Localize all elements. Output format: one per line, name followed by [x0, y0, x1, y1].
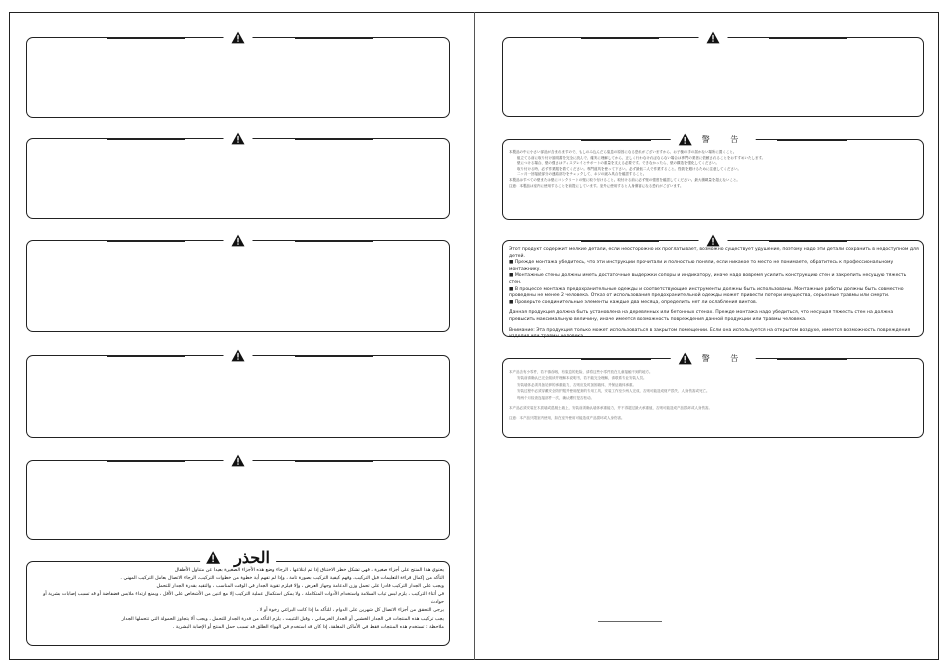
- russian-line: Данная продукция должна быть установлена на деревянных или бетонных стенах. Прежде монтажа надо убедиться, что несущая тяжесть стен на должна превысить максимальную величину, иначе имеется возможность повреждения данной продукции или травмы человека.: [509, 310, 894, 322]
- bullet-icon: ■: [509, 260, 515, 266]
- russian-line: ■ Монтажные стены должны иметь достаточные выдержки сопоры и индикатору, иначе надо вовремя усилить конструкцию стен и закрепить несущую тяжесть стен.: [509, 273, 907, 285]
- page-divider: [474, 12, 475, 660]
- chinese-line: 安装墙体必须具备足够的承重能力，否则应及时加固墙体，并保证墙体承重。: [517, 382, 636, 387]
- warning-box-4: [26, 355, 450, 438]
- warning-triangle-icon: [232, 454, 245, 467]
- warning-box-5: [26, 460, 450, 540]
- japanese-title: 警 告: [701, 135, 748, 144]
- warning-triangle-icon: [206, 551, 220, 564]
- arabic-line: يحتوي هذا المنتج على أجزاء صغيرة ، فهي تشكل خطر الاختناق إذا تم ابتلاعها ، الرجاء وضع هذه الأجزاء الصغيرة بعيدا عن متناول الأطفال: [174, 568, 444, 573]
- arabic-line: ملاحظة : تستخدم هذه المنتجات فقط في الأماكن المغلقة، إذا كان قد استخدم في الهواء الطلق قد تسبب حمل المنتج أو الإصابة البشرية .: [172, 624, 444, 630]
- warning-header: [699, 233, 728, 248]
- warning-header: [224, 348, 253, 363]
- warning-box-3: [26, 240, 450, 332]
- japanese-line: 二ヶ月一回接続部分の連結部分をチェックして、ネジの緩み具合を確認すること。: [517, 172, 647, 177]
- japanese-line: 壁につける場合、壁の強さはディスプレイとサポートの重量を支える必要です。できなかったら、壁の構造を強化してください。: [517, 161, 720, 166]
- chinese-header: [671, 351, 756, 366]
- warning-header: [224, 30, 253, 45]
- arabic-line: التأكد من إكمال قراءة التعليمات قبل التركيب، وفهم كيفية التركيب بصورة تامة ، وإذا لم تفهم أية خطوة من خطوات التركيب، الرجاء الاتصال بعامل التركيب المهني .: [120, 576, 444, 582]
- arabic-header: [200, 548, 276, 567]
- russian-line: ■ Прежде монтажа убедитесь, что эти инструкции прочитали и полностью поняли, если никакое то место не понимаете, обратитесь к профессиональному монтажнику.: [509, 260, 894, 272]
- russian-body: [509, 247, 919, 340]
- chinese-body: [509, 369, 919, 435]
- warning-header: [224, 233, 253, 248]
- chinese-line: 本产品必须安装在木质墙或混凝土墙上，安装前须确认墙体承重能力，并不得超过最大承重值，否则可能造成产品损坏或人身伤害。: [509, 406, 712, 411]
- bullet-icon: ■: [509, 299, 515, 305]
- warning-box-arabic: [26, 548, 450, 646]
- japanese-body: [509, 150, 919, 218]
- russian-line: ■ Проверьте соединительные элементы каждые два месяца, определить нет ли ослабления винтов.: [509, 299, 758, 305]
- japanese-header: [671, 132, 756, 147]
- chinese-title: 警 告: [701, 354, 748, 363]
- russian-line: Этот продукт содержит мелкие детали, если неосторожно их проглатывает, возможно существует удушение, поэтому надо эти детали сохранить в недоступном для детей.: [509, 247, 919, 259]
- arabic-line: يرجى التحقق من أجزاء الاتصال كل شهرين على الدوام ، للتأكد ما إذا كانت البراغي رخوة أو لا .: [256, 608, 444, 614]
- warning-triangle-icon: [232, 234, 245, 247]
- japanese-line: 取り付ける時、必ず作業服を着てください。専門道具を使って下さい。必ず最低二人で作業すること。怪我を避けるために注意してください。: [517, 166, 741, 171]
- arabic-title: الحذر: [234, 548, 270, 567]
- bullet-icon: ■: [509, 273, 515, 279]
- arabic-line: في أثناء التركيب ، يلزم لبس ثياب السلامة واستخدام الأدوات المتكاملة ، ولا يمكن استكمال عملية التركيب إلا مع اثنين من الأشخاص على الأقل ، ويمنع ارتداء ملابس فضفاضة أو قد تسبب إصابات بشرية أو حوادث: [43, 592, 444, 606]
- warning-triangle-icon: [232, 31, 245, 44]
- japanese-line: 本製品はすべての壁または壁にコンクリートの壁に取り付けること。取付ける前に必ず壁の強度を確認してください。最大積載量を超えないこと。: [509, 177, 740, 182]
- warning-box-russian: [502, 240, 924, 340]
- chinese-line: 注意：本产品只限室内使用，如在室外使用可能造成产品损坏或人身伤害。: [509, 416, 625, 421]
- japanese-line: 注意：本製品は室内に使用することを前提にしています。室外に使用すると人身傷害になる恐れがございます。: [509, 183, 684, 188]
- russian-line: ■ В процессе монтажа предохранительные одежды и соответствующие инструменты должны быть использованы. Монтажные работы должны быть совместно проведены не менее 2 человека. Отказ от использования предохранительной одежды может привести потери имущества, серьезные травмы или смерти.: [509, 286, 904, 299]
- bullet-icon: ■: [509, 286, 515, 292]
- warning-header: [224, 131, 253, 146]
- warning-triangle-icon: [679, 133, 692, 146]
- arabic-line: ويجب على الجدار التركيب قادرا على تحمل وزن الدعامة وجهاز العرض ، وإلا فيلزم تقوية الجدار في الوقت المناسب ، والتقيد بقدرة الجدار للتحمل: [156, 584, 444, 590]
- japanese-line: 本製品の中に小さい部品が含まれますので、もしのみ込んだら窒息の原因になる恐れがございますから、お子様の手の届かない場所に置くこと。: [509, 150, 737, 154]
- warning-triangle-icon: [707, 31, 720, 44]
- warning-box-1: [26, 37, 450, 118]
- chinese-line: 安装过程中必须穿戴安全防护服并使用配套的专用工具，安装工作至少两人完成，否则可能造成财产损失、人身伤害或死亡。: [517, 389, 710, 394]
- warning-triangle-icon: [232, 132, 245, 145]
- warning-box-japanese: [502, 135, 924, 220]
- chinese-line: 每两个月检查连接部件一次，确认螺钉是否松动。: [517, 395, 594, 400]
- russian-line: Внимание: Эта продукция только может использоваться в закрытом помещении. Если она используется на открытом воздухе, имеется возможность повреждения изделия или травмы человека.: [509, 327, 911, 340]
- arabic-line: يجب تركيب هذه المنتجات في الجدار الخشبي أو الجدار الخرساني ، وقبل التثبيت ، يلزم التأكد من قدرة الجدار للتحمل ، ويجب ألا يتجاوز الحمولة التي تتحملها الجدار: [121, 616, 444, 622]
- warning-triangle-icon: [232, 349, 245, 362]
- warning-box-chinese: [502, 354, 924, 438]
- japanese-line: 組立てる前に取り付け説明書を完全に読んで、確実に理解してから、正しく行わなければならない場合は専門の業者に依頼されることをおすすめいたします。: [517, 155, 766, 160]
- footer-rule: [598, 621, 662, 622]
- arabic-body: [32, 567, 444, 643]
- chinese-line: 本产品含有小零件，若不慎吞咽，有窒息的危险，请将这些小零件放在儿童接触不到的地方。: [509, 370, 653, 374]
- warning-box-right-1: [502, 37, 924, 117]
- warning-header: [224, 453, 253, 468]
- chinese-line: 安装前请确认已完全阅读并理解本说明书，若不能完全理解，请联系专业安装人员。: [517, 376, 647, 381]
- warning-triangle-icon: [707, 234, 720, 247]
- warning-header: [699, 30, 728, 45]
- warning-triangle-icon: [679, 352, 692, 365]
- warning-box-2: [26, 138, 450, 219]
